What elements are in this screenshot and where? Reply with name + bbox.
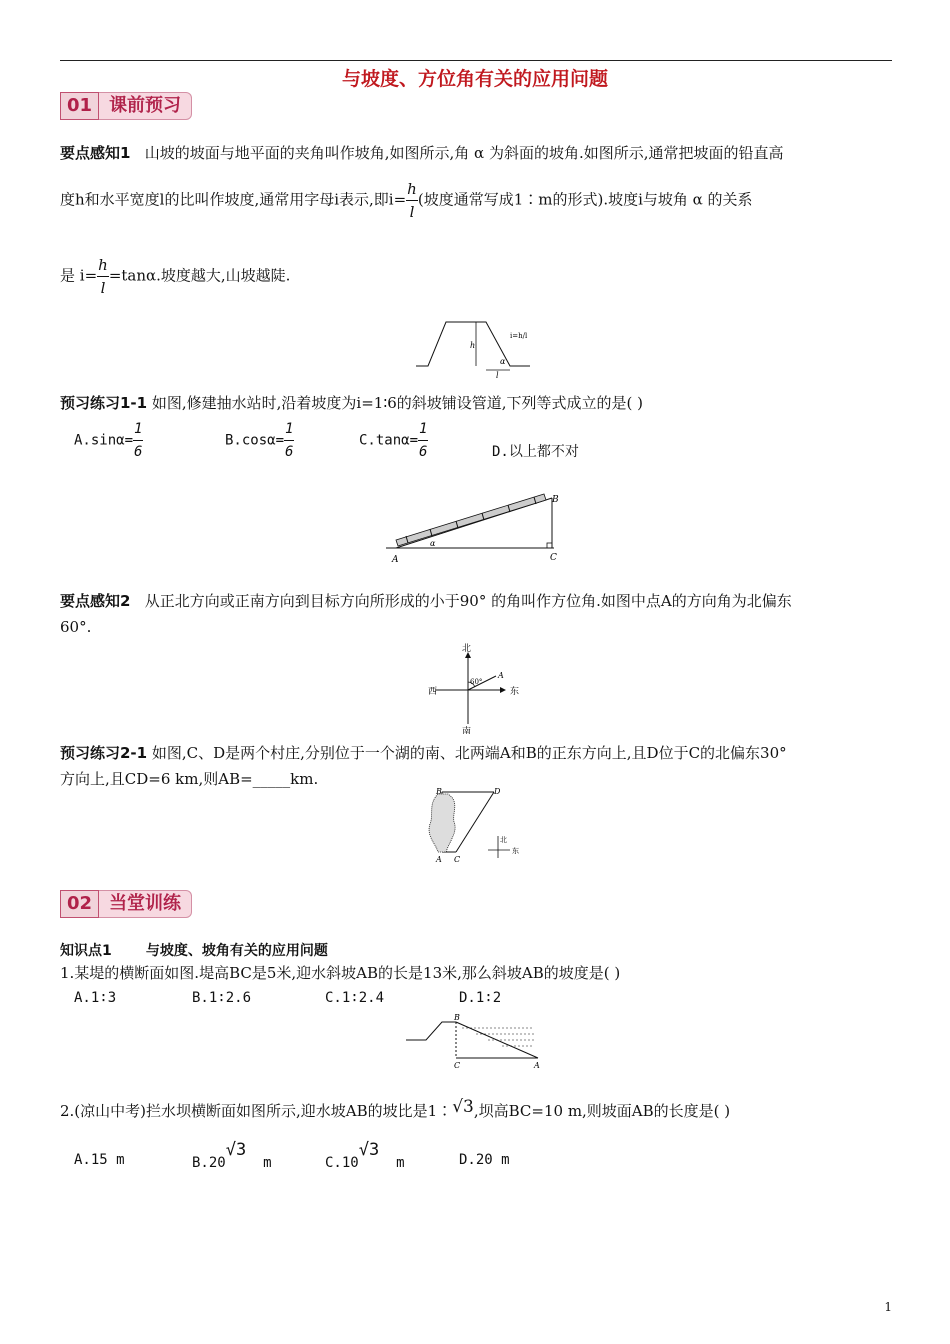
- kp1-text2a: 度h和水平宽度l的比叫作坡度,通常用字母i表示,即i=: [60, 190, 407, 209]
- fraction-h-over-l-2: [97, 254, 109, 299]
- frac-denominator: 6: [285, 444, 294, 460]
- ex21-line2: 方向上,且CD=6 km,则AB=_____km.: [60, 770, 319, 788]
- ex11-option-d[interactable]: D.以上都不对: [492, 444, 579, 460]
- kp2-label: 要点感知2: [60, 592, 131, 610]
- opt-unit: m: [396, 1155, 405, 1171]
- section-label: 课前预习: [99, 92, 192, 120]
- pipe-slope-figure: [384, 490, 564, 566]
- opt-text: B.cosα=: [225, 432, 285, 449]
- page-number: 1: [884, 1300, 892, 1314]
- ex11-option-a[interactable]: [74, 418, 143, 463]
- slope-figure: [414, 318, 534, 380]
- fig-alpha-label: α: [430, 539, 436, 548]
- kn1-label: 知识点1: [60, 943, 112, 959]
- section-number: 01: [60, 92, 99, 120]
- fig-A-label: A: [436, 855, 442, 864]
- opt-text: C.tanα=: [359, 432, 419, 449]
- fig-north-label: 北: [462, 644, 472, 654]
- kp1-line1: [60, 142, 894, 164]
- frac-numerator: 1: [133, 418, 143, 441]
- fig-alpha-label: α: [500, 357, 506, 366]
- fig-B-label: B: [454, 1013, 460, 1022]
- q2-text-b: ,坝高BC=10 m,则坡面AB的长度是( ): [473, 1102, 731, 1120]
- opt-text: A.sinα=: [74, 432, 134, 449]
- fraction-1-6: [284, 418, 294, 463]
- fig-B-label: B: [552, 495, 559, 505]
- frac-numerator: 1: [418, 418, 428, 441]
- q2-option-d[interactable]: D.20 m: [459, 1152, 510, 1168]
- kp1-text1: 山坡的坡面与地平面的夹角叫作坡角,如图所示,角 α 为斜面的坡角.如图所示,通常把坡面的铅直高: [144, 144, 784, 162]
- kp1-text3a: 是 i=: [60, 266, 98, 285]
- kp1-line3: [60, 254, 894, 299]
- compass-figure: [426, 642, 526, 734]
- kp2-line1: [60, 590, 894, 612]
- q1-option-c[interactable]: C.1∶2.4: [325, 990, 385, 1006]
- ex11-option-b[interactable]: [225, 418, 294, 463]
- fig-ratio-label: i=h/l: [510, 332, 528, 340]
- kp1-text3b: =tanα.坡度越大,山坡越陡.: [108, 266, 291, 285]
- ex21-line1: [60, 742, 894, 764]
- fig-angle-label: 60°: [470, 678, 483, 686]
- opt-text: C.10: [325, 1155, 359, 1171]
- q2-text-a: 2.(凉山中考)拦水坝横断面如图所示,迎水坡AB的坡比是1∶: [60, 1102, 453, 1120]
- kn1-title: 与坡度、坡角有关的应用问题: [145, 943, 328, 959]
- fig-C-label: C: [454, 1061, 461, 1070]
- frac-numerator: h: [406, 178, 418, 201]
- fig-C-label: C: [454, 855, 461, 864]
- frac-numerator: h: [97, 254, 109, 277]
- fraction-1-6: [133, 418, 143, 463]
- sqrt3: √3: [358, 1140, 380, 1160]
- q1-option-b[interactable]: B.1∶2.6: [192, 990, 252, 1006]
- q2-option-b[interactable]: [192, 1140, 272, 1171]
- q1-option-a[interactable]: A.1∶3: [74, 990, 117, 1006]
- section-label: 当堂训练: [99, 890, 192, 918]
- fig-l-label: l: [496, 371, 499, 380]
- q1-option-d[interactable]: D.1∶2: [459, 990, 502, 1006]
- fig-B-label: B: [436, 787, 442, 796]
- page-title: 与坡度、方位角有关的应用问题: [341, 68, 608, 90]
- section-number: 02: [60, 890, 99, 918]
- q2-text: [60, 1096, 894, 1122]
- fig-D-label: D: [494, 787, 501, 796]
- q1-text: 1.某堤的横断面如图.堤高BC是5米,迎水斜坡AB的长是13米,那么斜坡AB的坡度是( ): [60, 964, 621, 982]
- frac-numerator: 1: [284, 418, 294, 441]
- ex21-text1: 如图,C、D是两个村庄,分别位于一个湖的南、北两端A和B的正东方向上,且D位于C的北偏东30°: [151, 744, 787, 762]
- dike-figure: [404, 1010, 546, 1074]
- q2-option-a[interactable]: A.15 m: [74, 1152, 125, 1168]
- fig-h-label: h: [470, 341, 476, 350]
- sqrt3: √3: [225, 1140, 247, 1160]
- fraction-1-6: [418, 418, 428, 463]
- ex11-option-c[interactable]: [359, 418, 428, 463]
- knowledge-point-1: [60, 940, 894, 962]
- q2-option-c[interactable]: [325, 1140, 405, 1171]
- ex11-label: 预习练习1-1: [60, 394, 148, 412]
- frac-denominator: l: [409, 203, 415, 221]
- fraction-h-over-l: [406, 178, 418, 223]
- frac-denominator: 6: [419, 444, 428, 460]
- section-badge-practice: [60, 890, 192, 918]
- frac-denominator: l: [100, 279, 106, 297]
- opt-text: B.20: [192, 1155, 226, 1171]
- lake-figure: [424, 786, 528, 866]
- opt-unit: m: [263, 1155, 272, 1171]
- frac-denominator: 6: [134, 444, 143, 460]
- ex21-label: 预习练习2-1: [60, 744, 148, 762]
- ex11-text: 如图,修建抽水站时,沿着坡度为i=1∶6的斜坡铺设管道,下列等式成立的是( ): [151, 394, 644, 412]
- sqrt3: √3: [452, 1097, 474, 1117]
- fig-A-label: A: [534, 1061, 540, 1070]
- kp1-line2: [60, 178, 894, 223]
- fig-east-label: 东: [512, 847, 519, 855]
- fig-C-label: C: [550, 553, 557, 563]
- fig-north-label: 北: [500, 836, 507, 844]
- ex11-line: [60, 392, 894, 414]
- fig-A-label: A: [498, 671, 504, 680]
- kp2-line2: 60°.: [60, 618, 92, 636]
- kp1-text2b: (坡度通常写成1∶m的形式).坡度i与坡角 α 的关系: [417, 190, 753, 209]
- fig-south-label: 南: [462, 727, 472, 734]
- section-badge-preview: [60, 92, 192, 120]
- kp2-text1: 从正北方向或正南方向到目标方向所形成的小于90° 的角叫作方位角.如图中点A的方向角为北偏东: [144, 592, 792, 610]
- fig-east-label: 东: [510, 687, 520, 697]
- fig-A-label: A: [392, 555, 399, 565]
- kp1-label: 要点感知1: [60, 144, 131, 162]
- header-rule: [60, 60, 892, 61]
- fig-west-label: 西: [428, 687, 438, 697]
